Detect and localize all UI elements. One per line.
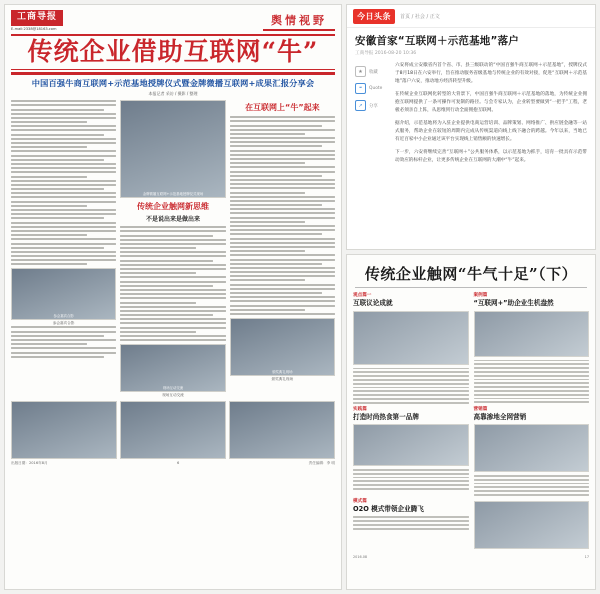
article-photo <box>120 344 225 392</box>
masthead-divider <box>11 34 335 36</box>
column-photo <box>353 424 469 466</box>
newspaper-logo: 工商导报 <box>11 10 63 26</box>
article-title: 安徽首家“互联网＋示范基地”落户 <box>355 35 520 47</box>
magazine-footer <box>353 555 589 559</box>
column-subtitle: 高靠渗地全网营销 <box>473 412 527 421</box>
newspaper-subhead: 中国百强牛商互联网+示范基地授牌仪式暨金牌微播互联网+成果汇报分享会 <box>31 77 315 88</box>
magazine-row-3 <box>353 498 589 552</box>
magazine-column <box>474 406 590 498</box>
magazine-column <box>353 292 469 406</box>
column-kicker: 观点篇一 <box>353 293 372 298</box>
newspaper-byline: 本报记者 采访 / 摄影 / 整理 <box>148 91 198 97</box>
magazine-column <box>353 498 469 552</box>
action-collect-label: 收藏 <box>369 69 378 75</box>
column-kicker: 营销篇 <box>473 406 488 412</box>
column-subtitle: 互联议论成就 <box>353 299 393 307</box>
magazine-title: 传统企业触网“牛气十足”（下） <box>364 265 578 283</box>
column-photo <box>474 424 590 472</box>
magazine-page <box>346 254 596 590</box>
photo-caption: 现场互动交流 <box>162 386 184 391</box>
article-meta: 工商导报 2016-08-20 10:36 <box>355 51 417 57</box>
magazine-footer-date: 2016.08 <box>353 554 368 559</box>
lead-photo <box>120 100 225 198</box>
column-subtitle: 打造时尚热食第一品牌 <box>353 412 419 421</box>
newspaper-page <box>4 4 342 590</box>
toutiao-logo[interactable]: 今日头条 <box>353 9 395 24</box>
photo-caption-outer: 现场互动交流 <box>162 393 184 398</box>
body-text-block <box>11 100 116 265</box>
column-photo <box>474 501 590 549</box>
headline-divider <box>11 69 335 75</box>
action-collect[interactable] <box>355 66 389 77</box>
article-action-sidebar <box>355 62 389 170</box>
magazine-column <box>474 498 590 552</box>
bottom-photo-2 <box>120 401 226 459</box>
article-body <box>347 60 595 176</box>
magazine-page-number: 17 <box>584 554 589 559</box>
quote-icon: ❝ <box>355 83 366 94</box>
action-quote[interactable] <box>355 83 389 94</box>
newspaper-footer <box>11 461 335 466</box>
newspaper-section-label: 舆情视野 <box>263 12 335 31</box>
article-photo <box>230 318 335 376</box>
newspaper-sub-title-2: 不是说出来是做出来 <box>145 216 200 224</box>
newspaper-pullquote: 在互联网上“牛”起来 <box>245 103 320 113</box>
footer-date: 出版日期：2016年8月 <box>11 461 48 466</box>
article-photo <box>11 268 116 320</box>
column-kicker: 案例篇 <box>473 293 488 298</box>
breadcrumb[interactable]: 首页 / 社会 / 正文 <box>400 14 440 20</box>
toutiao-article <box>346 4 596 250</box>
magazine-column <box>474 292 590 406</box>
action-share[interactable] <box>355 100 389 111</box>
magazine-column <box>353 406 469 498</box>
magazine-row-1 <box>353 292 589 406</box>
column-subtitle: O2O 模式带领企业腾飞 <box>353 504 424 513</box>
lead-photo-caption: 金牌微播互联网+示范基地授牌仪式现场 <box>142 192 204 197</box>
newspaper-sub-title: 传统企业触网新思维 <box>136 202 209 212</box>
toutiao-header <box>347 5 595 28</box>
column-kicker: 模式篇 <box>353 498 367 504</box>
column-photo <box>353 311 469 365</box>
newspaper-masthead <box>11 10 335 31</box>
newspaper-columns <box>11 100 335 398</box>
body-text-block <box>11 326 116 357</box>
article-paragraph: 在传统企业互联网化转型的大背景下，中国百强牛商互联网＋示范基地的落地，为传统企业拥抱互联网提供了一条可操作可复制的路径。与会专家认为，企业转型要做到“一把手”工程，老板必须亲自上阵，从思维到行动全面拥抱互联网。 <box>395 92 587 114</box>
action-quote-label: Quote <box>369 86 383 92</box>
body-text-block <box>230 116 335 315</box>
bottom-photo-1 <box>11 401 117 459</box>
column-kicker: 实践篇 <box>353 406 367 412</box>
article-paragraphs <box>395 62 587 170</box>
newspaper-email: E-mail:2338@18163.com <box>11 26 57 31</box>
newspaper-column-3 <box>230 100 335 398</box>
article-paragraph: 六安将成立安徽省内首个省、市、县三级联动的“中国百强牛商互联网＋示范基地”，授牌仪式于8月18日在六安举行，旨在推动服务省级基地与传统企业的有效对接，促进“互联网＋示范基地”落户六安，推动地方经济转型升级。 <box>395 63 587 85</box>
article-paragraph: 据介绍，示范基地将为入驻企业提供电商运营培训、品牌策划、网络推广、供应链金融等一站式服务，帮助企业在较短的周期内完成从传统渠道向线上线下融合的跨越。今年以来，当地已有近百家中小企业通过该平台实现线上销售额的快速增长。 <box>395 121 587 143</box>
photo-caption: 参会嘉宾合影 <box>53 314 74 319</box>
magazine-row-2 <box>353 406 589 498</box>
newspaper-photo-row <box>11 401 335 459</box>
body-text-block <box>120 226 225 341</box>
newspaper-column-2 <box>120 100 225 398</box>
footer-editor: 责任编辑：李 明 <box>308 461 335 466</box>
photo-caption-outer: 颁奖典礼现场 <box>271 376 294 381</box>
article-paragraph: 下一步，六安将继续完善“互联网＋”公共服务体系，以示范基地为抓手，培育一批具有示范带动效应的标杆企业，让更多传统企业在互联网的大潮中“牛”起来。 <box>395 150 587 164</box>
share-icon: ↗ <box>355 100 366 111</box>
newspaper-headline: 传统企业借助互联网“牛” <box>27 37 319 66</box>
magazine-title-divider <box>355 287 587 288</box>
masthead-left <box>11 10 63 31</box>
star-icon: ★ <box>355 66 366 77</box>
column-photo <box>474 311 590 357</box>
newspaper-column-1 <box>11 100 116 398</box>
action-share-label: 分享 <box>369 103 378 109</box>
photo-caption-outer: 参会嘉宾合影 <box>52 321 75 326</box>
footer-page-number: 6 <box>176 461 180 466</box>
column-subtitle: “互联网+”助企业生机盎然 <box>473 299 554 307</box>
bottom-photo-3 <box>229 401 335 459</box>
photo-caption: 颁奖典礼现场 <box>272 369 293 374</box>
